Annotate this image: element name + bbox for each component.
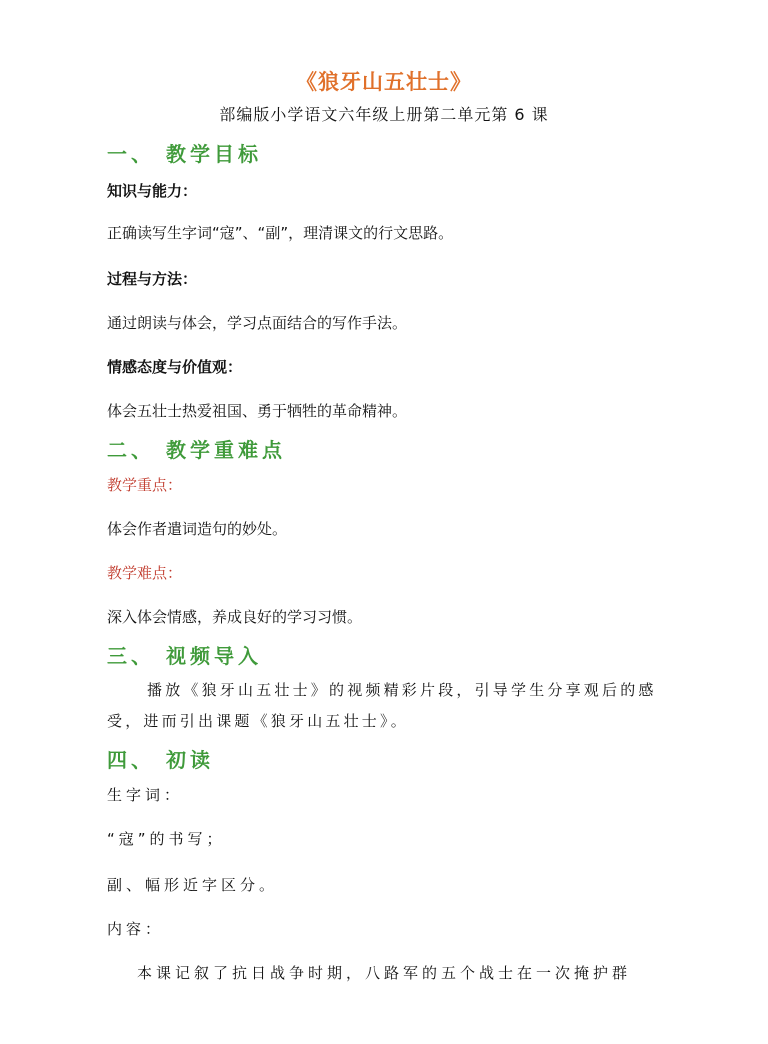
document-title: 《狼牙山五壮士》 [296, 70, 472, 94]
video-intro-paragraph: 播放《狼牙山五壮士》的视频精彩片段，引导学生分享观后的感受，进而引出课题《狼牙山五壮士》。 [107, 681, 657, 730]
knowledge-text: 正确读写生字词“寇”、“副”，理清课文的行文思路。 [107, 224, 454, 242]
section-heading-objectives: 一、 教学目标 [107, 142, 262, 166]
process-label: 过程与方法： [107, 270, 198, 288]
content-text: 本课记叙了抗日战争时期，八路军的五个战士在一次掩护群 [137, 964, 632, 982]
content-label: 内容： [107, 920, 165, 938]
difficulty-text: 深入体会情感，养成良好的学习习惯。 [107, 608, 363, 626]
emotion-text: 体会五壮士热爱祖国、勇于牺牲的革命精神。 [107, 402, 408, 420]
new-word-item-1: “寇”的书写； [107, 830, 226, 848]
new-word-item-2: 副、幅形近字区分。 [107, 876, 279, 894]
key-point-label: 教学重点： [107, 476, 183, 494]
key-point-text: 体会作者遣词造句的妙处。 [107, 520, 288, 538]
document-subtitle: 部编版小学语文六年级上册第二单元第 6 课 [219, 105, 549, 124]
difficulty-label: 教学难点： [107, 564, 183, 582]
emotion-label: 情感态度与价值观： [107, 358, 243, 376]
knowledge-label: 知识与能力： [107, 182, 198, 200]
section-heading-first-reading: 四、 初读 [107, 748, 214, 772]
new-words-label: 生字词： [107, 786, 184, 804]
section-heading-key-points: 二、 教学重难点 [107, 438, 286, 462]
section-heading-video-intro: 三、 视频导入 [107, 644, 262, 668]
process-text: 通过朗读与体会，学习点面结合的写作手法。 [107, 314, 408, 332]
